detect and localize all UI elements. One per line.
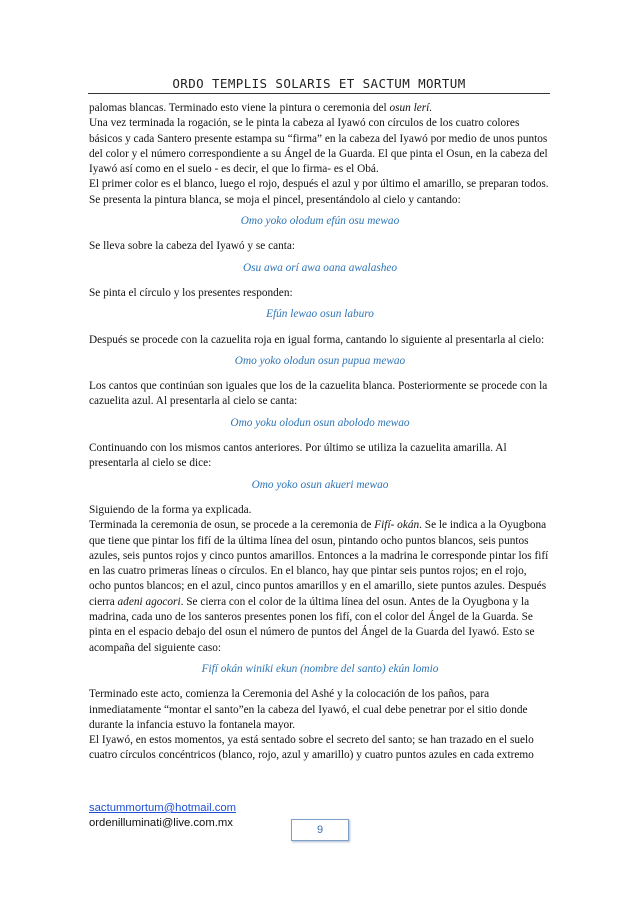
chant-line: Efún lewao osun laburo: [266, 308, 374, 321]
paragraph: Continuando con los mismos cantos anteriores. Por último se utiliza la cazuelita amarilla. Al presentarla al cielo se dice:: [89, 442, 507, 470]
document-footer: [89, 801, 236, 831]
paragraph: Se lleva sobre la cabeza del Iyawó y se canta:: [89, 240, 296, 253]
paragraph: Se pinta el círculo y los presentes responden:: [89, 286, 293, 299]
paragraph: Después se procede con la cazuelita roja en igual forma, cantando lo siguiente al presentarla al cielo:: [89, 333, 545, 346]
document-body: [89, 101, 551, 764]
paragraph: [89, 101, 551, 116]
term-fifi-okan: Fifí- okán: [374, 519, 420, 532]
paragraph-text: palomas blancas. Terminado esto viene la pintura o ceremonia del: [89, 102, 390, 114]
document-header: ORDO TEMPLIS SOLARIS ET SACTUM MORTUM: [172, 76, 466, 91]
chant-line: Osu awa orí awa oana awalasheo: [242, 261, 398, 274]
paragraph-text: Terminada la ceremonia de osun, se procede a la ceremonia de: [89, 519, 375, 532]
chant-line: Fifí okán winiki ekun (nombre del santo) ekún lomio: [201, 662, 439, 675]
paragraph: El Iyawó, en estos momentos, ya está sentado sobre el secreto del santo; se han trazado en el suelo cuatro círculos concéntricos (blanco, rojo, azul y amarillo) y cuatro puntos azules en cada extremo: [89, 734, 534, 762]
paragraph: El primer color es el blanco, luego el rojo, después el azul y por último el amarillo, se preparan todos. Se presenta la pintura blanca, se moja el pincel, presentándolo al cielo y cantando:: [89, 178, 549, 206]
chant-line: Omo yoku olodun osun abolodo mewao: [230, 416, 410, 429]
chant-line: Omo yoko olodum efún osu mewao: [240, 215, 400, 228]
header-divider: [88, 93, 550, 94]
email-text-ordenilluminati: ordenilluminati@live.com.mx: [89, 817, 233, 829]
chant-line: Omo yoko olodun osun pupua mewao: [234, 354, 406, 367]
term-osun-leri: osun lerí.: [389, 102, 433, 114]
paragraph: [89, 518, 551, 656]
paragraph-text: . Se le indica a la Oyugbona que tiene que pintar los fifí de la última línea del osun, pintando ocho puntos blancos, seis puntos azules, seis puntos rojos y cinco puntos amarillos. Entonces a la madrina le corresponde pintar los fifí en las cuatro primeras líneas o círculos. En el blanco, hay que pintar seis puntos rojos; en el rojo, ocho puntos blancos; en el azul, cinco puntos amarillos y en el amarillo, siete puntos azules. Después cierra: [89, 519, 549, 608]
paragraph: Terminado este acto, comienza la Ceremonia del Ashé y la colocación de los paños, para inmediatamente “montar el santo”en la cabeza del Iyawó, el cual debe penetrar por el sitio donde durante la infancia estuvo la fontanela mayor.: [89, 688, 528, 731]
paragraph: Siguiendo de la forma ya explicada.: [89, 503, 252, 516]
term-adeni-agocori: adeni agocori: [117, 595, 181, 608]
chant-line: Omo yoko osun akueri mewao: [251, 478, 389, 491]
email-link-sactummortum[interactable]: sactummortum@hotmail.com: [89, 802, 237, 814]
paragraph: Una vez terminada la rogación, se le pinta la cabeza al Iyawó con círculos de los cuatro colores básicos y cada Santero presente estampa su “firma” en la cabeza del Iyawó por medio de unos puntos del color y el número correspondiente a su Ángel de la Guarda. El que pinta el Osun, en la cabeza del Iyawó así como en el suelo - es decir, el que lo firma- es el Obá.: [89, 117, 548, 176]
paragraph: Los cantos que continúan son iguales que los de la cazuelita blanca. Posteriormente se procede con la cazuelita azul. Al presentarla al cielo se canta:: [89, 380, 548, 408]
paragraph-text: . Se cierra con el color de la última línea del osun. Antes de la Oyugbona y la madrina, cada uno de los santeros presentes ponen los fifí, con el color del Ángel de la Guarda. Se pinta en el espacio debajo del osun el número de puntos del Ángel de la Guarda del Iyawó. Esto se acompaña del siguiente caso:: [89, 595, 535, 654]
page-number: 9: [291, 819, 349, 841]
